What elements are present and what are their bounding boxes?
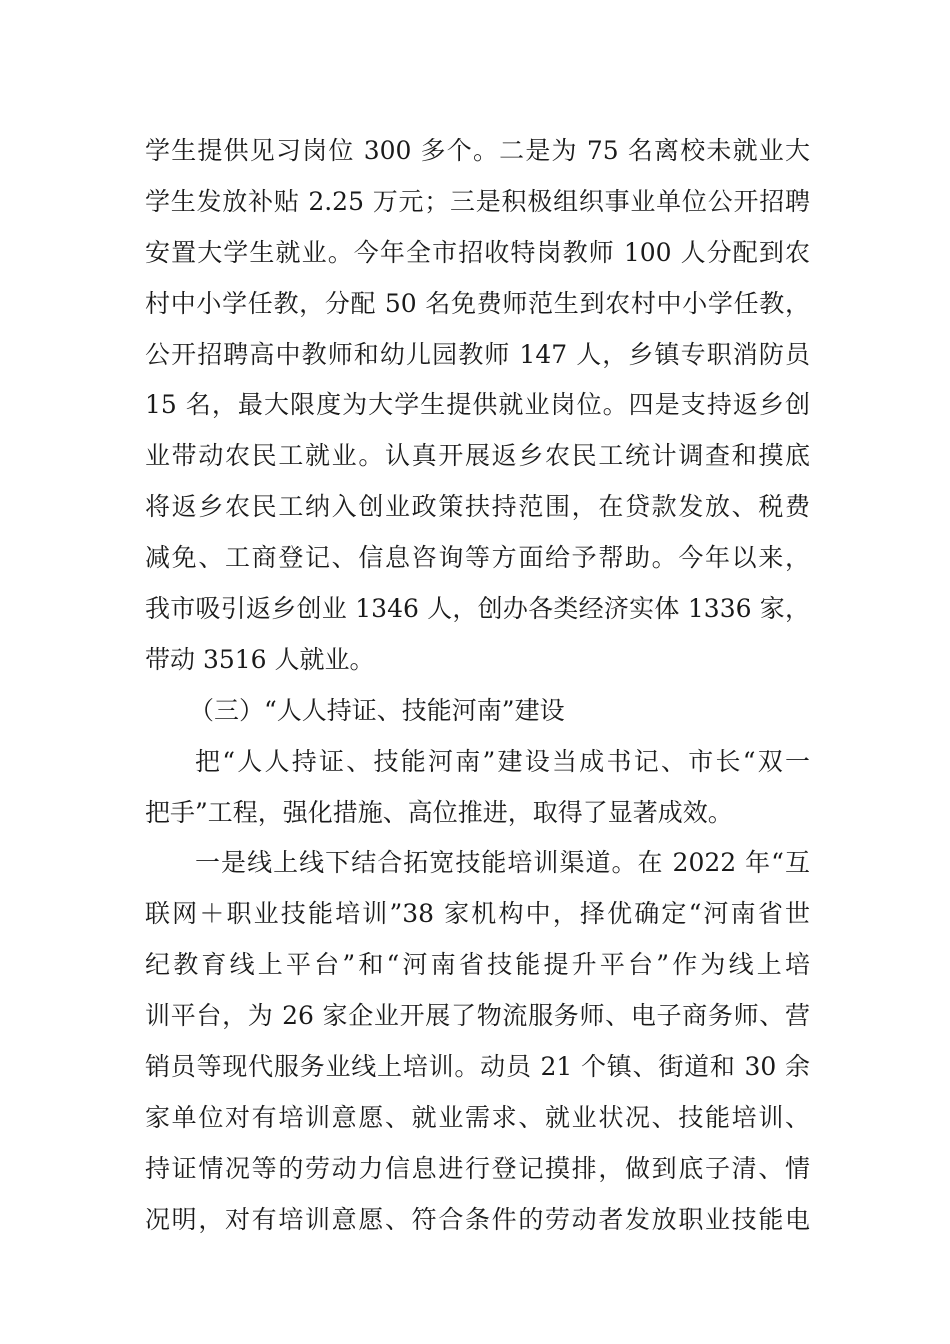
text-line: 将返乡农民工纳入创业政策扶持范围，在贷款发放、税费 (145, 492, 810, 522)
text-line: 联网＋职业技能培训”38 家机构中，择优确定“河南省世 (145, 899, 810, 929)
text-line: 纪教育线上平台”和“河南省技能提升平台”作为线上培 (145, 950, 810, 980)
text-line: 业带动农民工就业。认真开展返乡农民工统计调查和摸底 (145, 441, 810, 471)
text-line: 训平台，为 26 家企业开展了物流服务师、电子商务师、营 (145, 1001, 810, 1031)
text-line: 持证情况等的劳动力信息进行登记摸排，做到底子清、情 (145, 1153, 810, 1183)
text-line: 把“人人持证、技能河南”建设当成书记、市长“双一 (195, 746, 810, 776)
text-line: 15 名，最大限度为大学生提供就业岗位。四是支持返乡创 (145, 390, 810, 420)
section-heading: （三）“人人持证、技能河南”建设 (189, 695, 565, 725)
text-line: 把手”工程，强化措施、高位推进，取得了显著成效。 (145, 797, 733, 827)
text-line: 我市吸引返乡创业 1346 人，创办各类经济实体 1336 家， (145, 594, 810, 624)
text-line: 安置大学生就业。今年全市招收特岗教师 100 人分配到农 (145, 237, 810, 267)
text-line: 减免、工商登记、信息咨询等方面给予帮助。今年以来， (145, 543, 810, 573)
text-line: 况明，对有培训意愿、符合条件的劳动者发放职业技能电 (145, 1204, 810, 1234)
body-text (145, 126, 810, 1246)
text-line: 带动 3516 人就业。 (145, 644, 375, 674)
text-line: 学生发放补贴 2.25 万元；三是积极组织事业单位公开招聘 (145, 186, 810, 216)
text-line: 一是线上线下结合拓宽技能培训渠道。在 2022 年“互 (195, 848, 810, 878)
text-line: 公开招聘高中教师和幼儿园教师 147 人，乡镇专职消防员 (145, 339, 810, 369)
text-line: 学生提供见习岗位 300 多个。二是为 75 名离校未就业大 (145, 136, 810, 165)
text-line: 村中小学任教，分配 50 名免费师范生到农村中小学任教， (145, 288, 810, 318)
text-line: 销员等现代服务业线上培训。动员 21 个镇、街道和 30 余 (145, 1052, 810, 1082)
text-line: 家单位对有培训意愿、就业需求、就业状况、技能培训、 (145, 1102, 810, 1132)
